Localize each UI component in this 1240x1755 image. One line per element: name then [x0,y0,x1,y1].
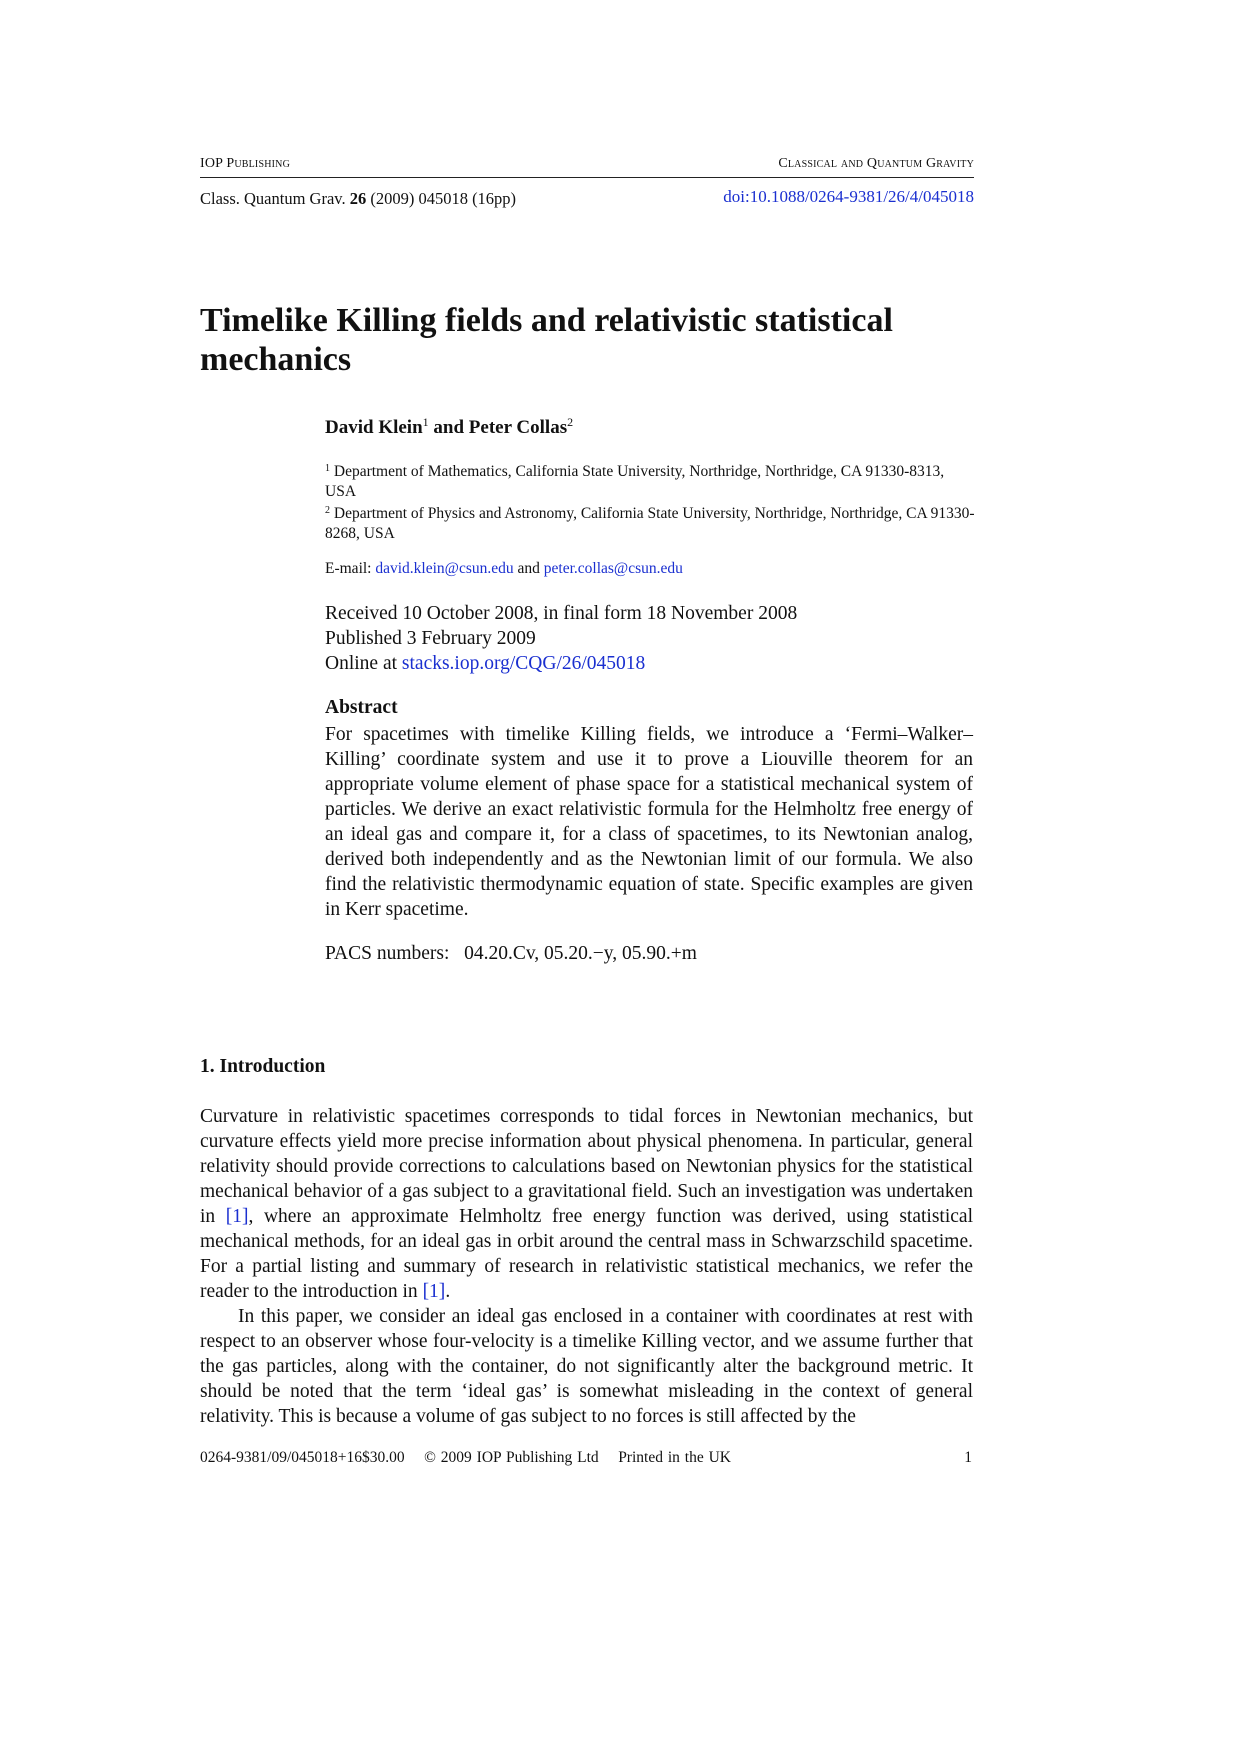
pacs-line [325,943,697,965]
online-label: Online at [325,653,398,674]
affiliation-item [325,459,975,501]
citation-journal: Class. Quantum Grav. [200,189,346,208]
email-link-klein[interactable]: david.klein@csun.edu [375,560,514,577]
abstract-text: For spacetimes with timelike Killing fields, we introduce a ‘Fermi–Walker–Killing’ coordinate system and use it to prove a Liouville theorem for an appropriate volume element of phase space for a statistical mechanical system of particles. We derive an exact relativistic formula for the Helmholtz free energy of an ideal gas and compare it, for a class of spacetimes, to its Newtonian analog, derived both independently and as the Newtonian limit of our formula. We also find the relativistic thermodynamic equation of state. Specific examples are given in Kerr spacetime. [325,724,973,920]
citation [200,189,516,209]
pacs-values: 04.20.Cv, 05.20.−y, 05.90.+m [464,943,697,964]
footer-copyright: © 2009 IOP Publishing Ltd [424,1449,599,1466]
affiliation-mark: 1 [325,463,330,474]
paragraph: In this paper, we consider an ideal gas enclosed in a container with coordinates at rest with respect to an observer whose four-velocity is a timelike Killing vector, and we assume further that the gas particles, along with the container, do not significantly alter the background metric. It should be noted that the term ‘ideal gas’ is somewhat misleading in the context of general relativity. This is because a volume of gas subject to no forces is still affected by the [200,1306,973,1427]
citation-volume: 26 [349,189,367,208]
doi-link[interactable] [723,187,974,207]
email-conjunction: and [517,560,540,577]
affiliation-mark: 1 [422,415,429,429]
author-name: Peter Collas [468,417,568,438]
published-date: Published 3 February 2009 [325,628,536,649]
reference-link[interactable]: [1] [422,1281,446,1302]
footer-info [200,1449,731,1467]
footer-issn: 0264-9381/09/045018+16$30.00 [200,1449,405,1466]
section-body [200,1104,973,1429]
doi-text[interactable]: doi:10.1088/0264-9381/26/4/045018 [723,187,974,206]
paragraph-text: Curvature in relativistic spacetimes corresponds to tidal forces in Newtonian mechanics, but curvature effects yield more precise information about physical phenomena. In particular, general relativity should provide corrections to calculations based on Newtonian physics for the statistical mechanical behavior of a gas subject to a gravitational field. Such an investigation was undertaken in [200,1106,973,1227]
pacs-label: PACS numbers: [325,943,450,964]
affiliation-mark: 2 [567,415,574,429]
publication-dates [325,601,797,676]
paragraph-text: . [445,1281,451,1302]
affiliations [325,459,975,543]
author-conjunction: and [433,417,465,438]
publisher-name: IOP Publishing [200,156,291,171]
abstract-heading: Abstract [325,697,398,718]
author-list [325,415,573,439]
online-url-link[interactable]: stacks.iop.org/CQG/26/045018 [401,653,646,674]
online-line [325,651,797,676]
header-rule [200,177,974,178]
reference-link[interactable]: [1] [225,1206,249,1227]
paper-title: Timelike Killing fields and relativistic statistical mechanics [200,302,893,378]
author-name: David Klein [325,417,423,438]
affiliation-item [325,501,975,543]
affiliation-text: Department of Physics and Astronomy, California State University, Northridge, Northridge, CA 91330-8268, USA [325,505,975,542]
journal-name: Classical and Quantum Gravity [778,156,974,171]
citation-details: (2009) 045018 (16pp) [370,189,517,208]
affiliation-mark: 2 [325,505,330,516]
email-label: E-mail: [325,560,372,577]
email-line [325,560,683,578]
affiliation-text: Department of Mathematics, California State University, Northridge, Northridge, CA 91330-8313, USA [325,463,945,500]
paragraph-text: , where an approximate Helmholtz free energy function was derived, using statistical mechanical methods, for an ideal gas in orbit around the central mass in Schwarzschild spacetime. For a partial listing and summary of research in relativistic statistical mechanics, we refer the reader to the introduction in [200,1206,973,1302]
email-link-collas[interactable]: peter.collas@csun.edu [543,560,683,577]
footer-printed: Printed in the UK [618,1449,731,1466]
page-number: 1 [964,1449,972,1466]
paragraph [200,1104,973,1304]
received-date: Received 10 October 2008, in final form 18 November 2008 [325,603,798,624]
section-heading: 1. Introduction [200,1056,326,1077]
